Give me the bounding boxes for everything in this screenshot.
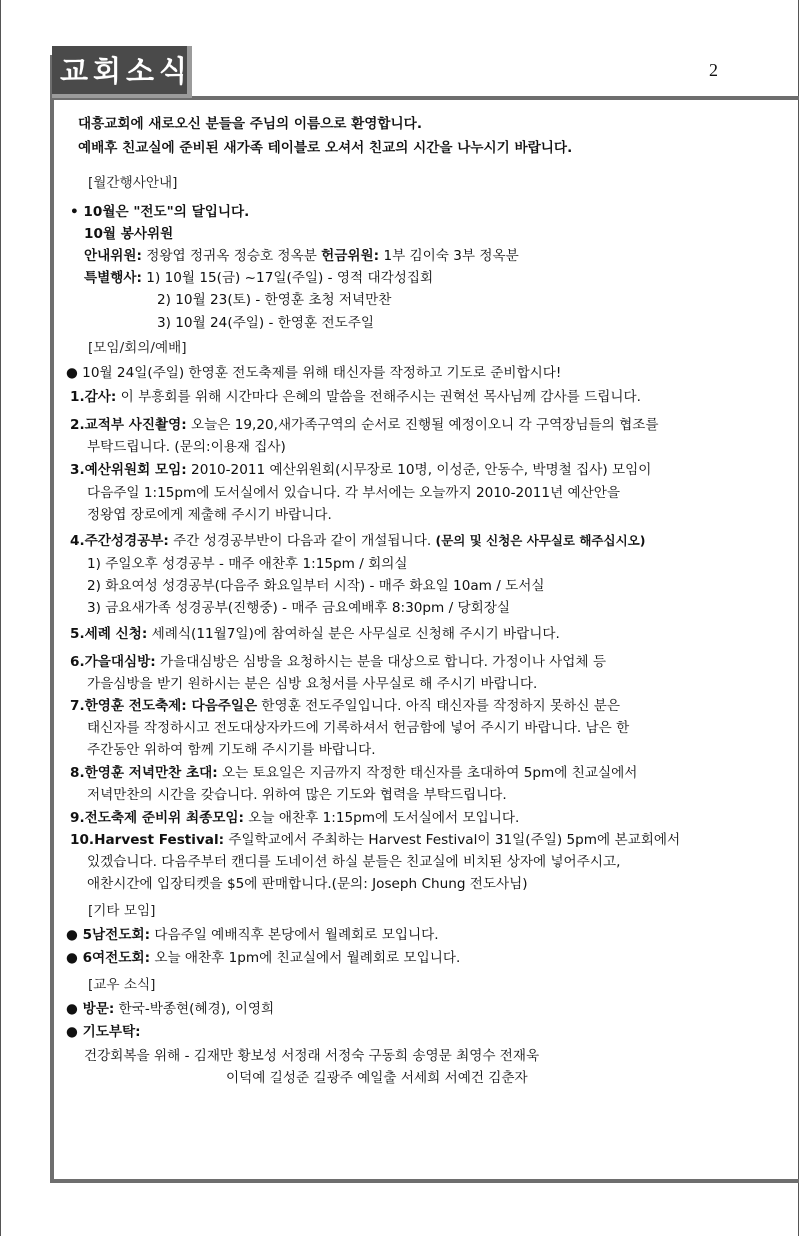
item-10: 10.Harvest Festival: 주일학교에서 주최하는 Harvest Festival이 31일(주일) 5pm에 본교회에서 (70, 832, 681, 848)
prayer-line-2: 이덕예 길성준 길광주 예일출 서세희 서예건 김춘자 (226, 1070, 528, 1086)
item-6-line-2: 가을심방을 받기 원하시는 분은 심방 요청서를 사무실로 해 주시기 바랍니다. (87, 676, 538, 692)
item-2: 2.교적부 사진촬영: 오늘은 19,20,새가족구역의 순서로 진행될 예정이오니 각 구역장님들의 협조를 (70, 417, 659, 433)
item-1: 1.감사: 이 부흥회를 위해 시간마다 은혜의 말씀을 전해주시는 권혁선 목사님께 감사를 드립니다. (70, 389, 641, 405)
monthly-headline: • 10월은 "전도"의 달입니다. (70, 204, 250, 220)
item-4-line-3: 2) 화요여성 성경공부(다음주 화요일부터 시작) - 매주 화요일 10am / 도서실 (87, 578, 545, 594)
item-7-line-2: 태신자를 작정하시고 전도대상자카드에 기록하셔서 헌금함에 넣어 주시기 바랍니다. 남은 한 (87, 720, 630, 736)
item-8: 8.한영훈 저녁만찬 초대: 오는 토요일은 지금까지 작정한 태신자를 초대하여 5pm에 친교실에서 (70, 765, 638, 781)
item-5: 5.세례 신청: 세례식(11월7일)에 참여하실 분은 사무실로 신청해 주시기 바랍니다. (70, 626, 560, 642)
item-8-line-2: 저녁만찬의 시간을 갖습니다. 위하여 많은 기도와 협력을 부탁드립니다. (87, 787, 507, 803)
welcome-line-2: 예배후 친교실에 준비된 새가족 테이블로 오셔서 친교의 시간을 나누시기 바랍니다. (78, 140, 573, 156)
section-meetings: [모임/회의/예배] (88, 340, 187, 356)
item-4-line-2: 1) 주일오후 성경공부 - 매주 애찬후 1:15pm / 회의실 (87, 556, 408, 572)
special-event-3: 3) 10월 24(주일) - 한영훈 전도주일 (157, 315, 374, 331)
item-2-line-2: 부탁드립니다. (문의:이용재 집사) (87, 439, 286, 455)
item-7: 7.한영훈 전도축제: 다음주일은 한영훈 전도주일입니다. 아직 태신자를 작정하지 못하신 분은 (70, 698, 620, 714)
other-item-2: ● 6여전도회: 오늘 애찬후 1pm에 친교실에서 월례회로 모입니다. (66, 950, 461, 966)
guide-line: 안내위원: 정왕엽 정귀옥 정승호 정옥분 헌금위원: 1부 김이숙 3부 정옥분 (84, 248, 519, 264)
item-10-line-3: 애찬시간에 입장티켓을 $5에 판매합니다.(문의: Joseph Chung 전도사님) (87, 876, 528, 892)
page-title: 교회소식 (60, 54, 193, 88)
item-3: 3.예산위원회 모임: 2010-2011 예산위원회(시무장로 10명, 이성준, 안동수, 박명철 집사) 모임이 (70, 462, 652, 478)
special-event-2: 2) 10월 23(토) - 한영훈 초청 저녁만찬 (157, 292, 392, 308)
page-number: 2 (709, 60, 718, 80)
other-item-1: ● 5남전도회: 다음주일 예배직후 본당에서 월례회로 모입니다. (66, 927, 439, 943)
page-edge-left (0, 0, 1, 1236)
item-6: 6.가을대심방: 가을대심방은 심방을 요청하시는 분을 대상으로 합니다. 가정이나 사업체 등 (70, 654, 607, 670)
meetings-bullet: ● 10월 24일(주일) 한영훈 전도축제를 위해 태신자를 작정하고 기도로 준비합시다! (66, 365, 562, 381)
prayer-line-1: 건강회복을 위해 - 김재만 황보성 서정래 서정숙 구동희 송영문 최영수 전재욱 (84, 1048, 540, 1064)
frame-left-rule (50, 55, 54, 1183)
item-3-line-3: 정왕엽 장로에게 제출해 주시기 바랍니다. (87, 507, 332, 523)
section-other: [기타 모임] (88, 903, 156, 919)
item-3-line-2: 다음주일 1:15pm에 도서실에서 있습니다. 각 부서에는 오늘까지 2010-2011년 예산안을 (87, 485, 621, 501)
visit-line: ● 방문: 한국-박종현(혜경), 이영희 (66, 1001, 275, 1017)
frame-bottom-rule (50, 1179, 799, 1183)
item-4-line-4: 3) 금요새가족 성경공부(진행중) - 매주 금요예배후 8:30pm / 당회장실 (87, 600, 511, 616)
item-4: 4.주간성경공부: 주간 성경공부반이 다음과 같이 개설됩니다. (문의 및 신청은 사무실로 해주십시오) (70, 533, 646, 549)
prayer-label: ● 기도부탁: (66, 1024, 141, 1040)
section-members: [교우 소식] (88, 977, 156, 993)
item-10-line-2: 있겠습니다. 다음주부터 캔디를 도네이션 하실 분들은 친교실에 비치된 상자에 넣어주시고, (87, 854, 621, 870)
section-monthly: [월간행사안내] (88, 175, 178, 191)
volunteers-label: 10월 봉사위원 (84, 226, 174, 242)
item-9: 9.전도축제 준비위 최종모임: 오늘 애찬후 1:15pm에 도서실에서 모입니다. (70, 810, 520, 826)
special-events-line: 특별행사: 1) 10월 15(금) ~17일(주일) - 영적 대각성집회 (84, 270, 434, 286)
item-7-line-3: 주간동안 위하여 함께 기도해 주시기를 바랍니다. (87, 742, 376, 758)
welcome-line-1: 대흥교회에 새로오신 분들을 주님의 이름으로 환영합니다. (78, 116, 422, 132)
